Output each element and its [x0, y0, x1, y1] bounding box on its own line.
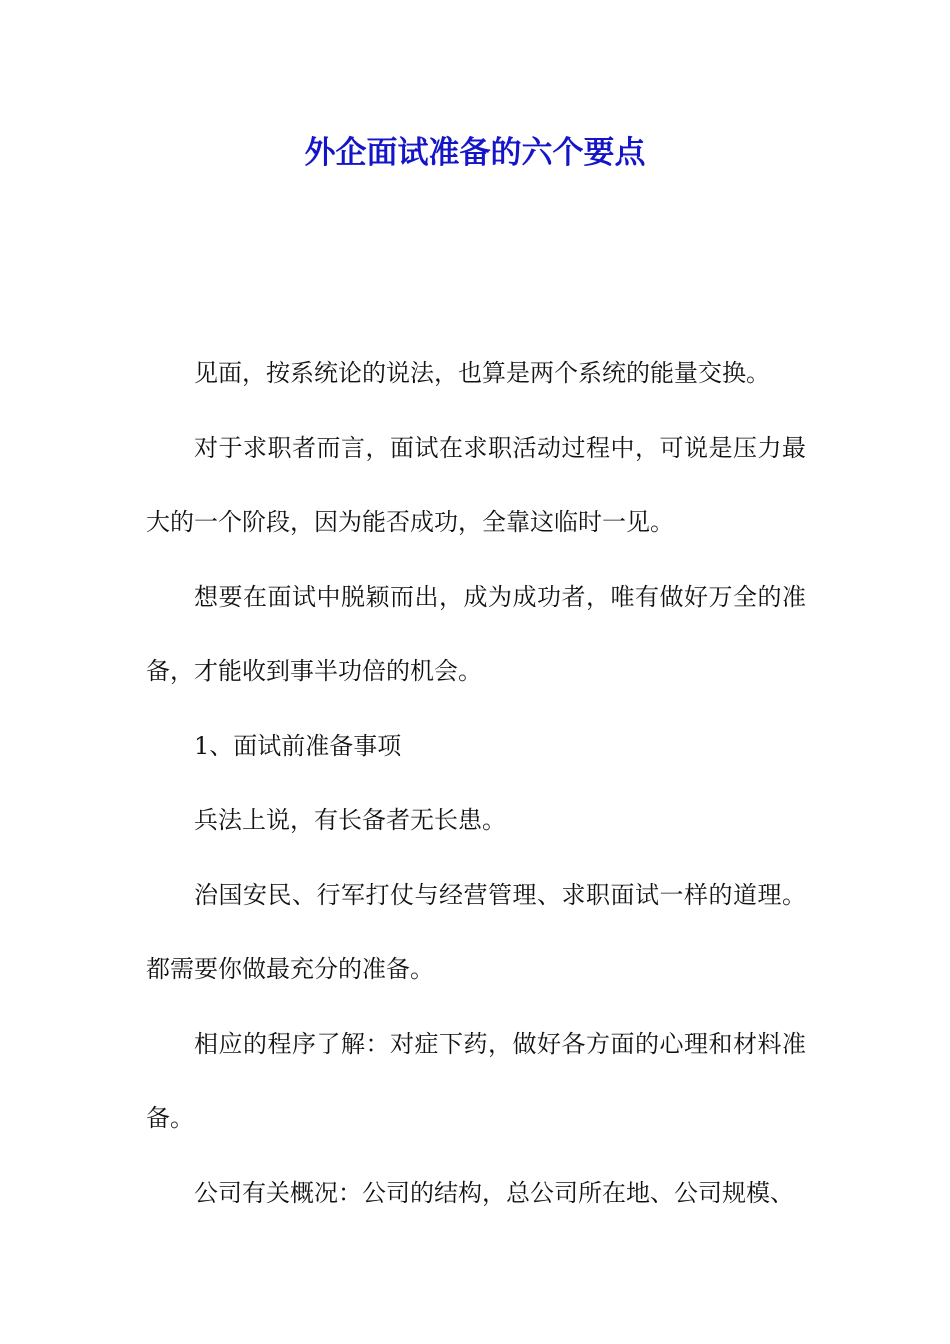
paragraph: 见面，按系统论的说法，也算是两个系统的能量交换。 — [194, 359, 770, 387]
section-heading: 1、面试前准备事项 — [194, 731, 402, 760]
paragraph: 对于求职者而言，面试在求职活动过程中，可说是压力最大的一个阶段，因为能否成功，全靠这临时一见。 — [146, 433, 806, 536]
document-body — [146, 336, 806, 1230]
paragraph: 治国安民、行军打仗与经营管理、求职面试一样的道理。都需要你做最充分的准备。 — [146, 880, 806, 983]
paragraph: 兵法上说，有长备者无长患。 — [194, 806, 506, 834]
document-title: 外企面试准备的六个要点 — [304, 135, 646, 171]
paragraph: 想要在面试中脱颖而出，成为成功者，唯有做好万全的准备，才能收到事半功倍的机会。 — [146, 582, 806, 685]
paragraph: 相应的程序了解：对症下药，做好各方面的心理和材料准备。 — [146, 1029, 806, 1132]
paragraph: 公司有关概况：公司的结构，总公司所在地、公司规模、 — [194, 1178, 794, 1207]
